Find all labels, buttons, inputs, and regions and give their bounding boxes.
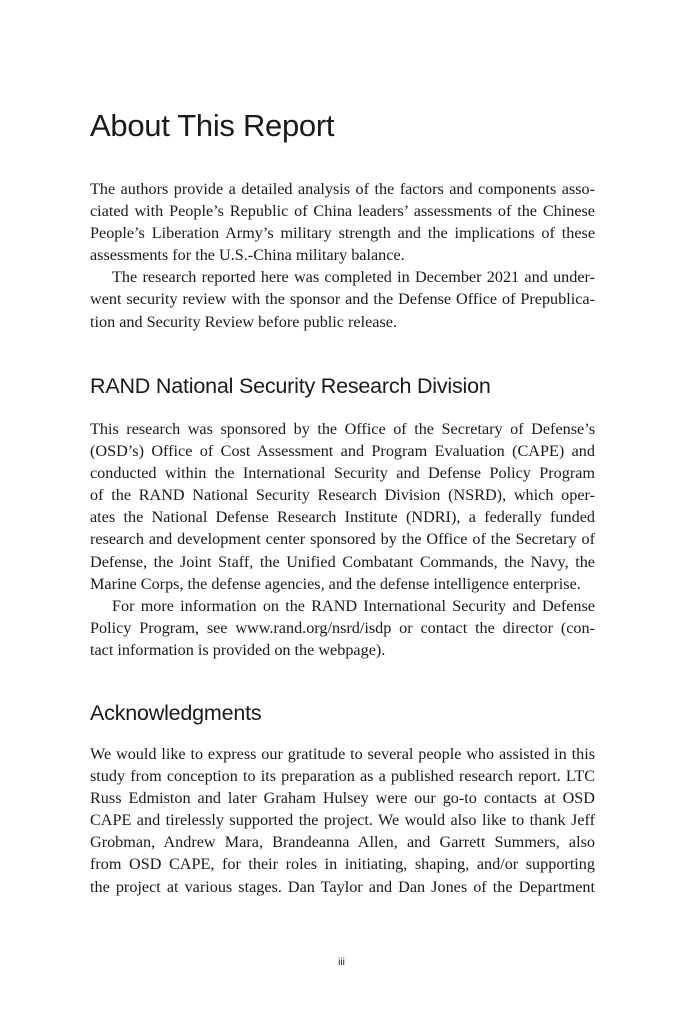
body-line: conducted within the International Security and Defense Policy Program bbox=[90, 464, 595, 483]
body-line: the project at various stages. Dan Taylor and Dan Jones of the Department bbox=[90, 877, 595, 896]
rand-division-heading: RAND National Security Research Division bbox=[90, 374, 491, 398]
body-line: tact information is provided on the webpage). bbox=[90, 640, 386, 659]
body-line: CAPE and tirelessly supported the project. We would also like to thank Jeff bbox=[90, 811, 595, 830]
body-line: The research reported here was completed in December 2021 and under- bbox=[112, 268, 595, 287]
body-line: We would like to express our gratitude to several people who assisted in this bbox=[90, 745, 595, 763]
rand-division-body bbox=[90, 418, 595, 661]
body-line: assessments for the U.S.-China military balance. bbox=[90, 246, 405, 265]
body-line: Defense, the Joint Staff, the Unified Combatant Commands, the Navy, the bbox=[90, 552, 595, 571]
body-line: tion and Security Review before public release. bbox=[90, 312, 398, 331]
about-report-heading: About This Report bbox=[90, 108, 335, 143]
body-line: from OSD CAPE, for their roles in initiating, shaping, and/or supporting bbox=[90, 855, 595, 874]
acknowledgments-heading: Acknowledgments bbox=[90, 701, 262, 725]
body-line: of the RAND National Security Research Division (NSRD), which oper- bbox=[90, 486, 595, 505]
body-line: The authors provide a detailed analysis of the factors and components asso- bbox=[90, 180, 595, 198]
body-line: went security review with the sponsor and the Defense Office of Prepublica- bbox=[90, 290, 595, 309]
body-line: Marine Corps, the defense agencies, and the defense intelligence enterprise. bbox=[90, 574, 581, 593]
body-line: Policy Program, see www.rand.org/nsrd/isdp or contact the director (con- bbox=[90, 618, 595, 637]
body-line: ciated with People’s Republic of China leaders’ assessments of the Chinese bbox=[90, 202, 595, 221]
body-line: ates the National Defense Research Institute (NDRI), a federally funded bbox=[90, 508, 595, 527]
page-number: iii bbox=[338, 957, 345, 968]
body-line: People’s Liberation Army’s military strength and the implications of these bbox=[90, 224, 595, 243]
body-line: study from conception to its preparation as a published research report. LTC bbox=[90, 767, 595, 786]
body-line: This research was sponsored by the Office of the Secretary of Defense’s bbox=[90, 420, 595, 438]
body-line: Grobman, Andrew Mara, Brandeanna Allen, and Garrett Summers, also bbox=[90, 833, 595, 852]
acknowledgments-body bbox=[90, 743, 595, 898]
about-report-body bbox=[90, 178, 595, 333]
body-line: research and development center sponsored by the Office of the Secretary of bbox=[90, 530, 595, 549]
body-line: (OSD’s) Office of Cost Assessment and Program Evaluation (CAPE) and bbox=[90, 442, 595, 461]
body-line: For more information on the RAND International Security and Defense bbox=[112, 596, 595, 615]
body-line: Russ Edmiston and later Graham Hulsey were our go-to contacts at OSD bbox=[90, 789, 595, 808]
